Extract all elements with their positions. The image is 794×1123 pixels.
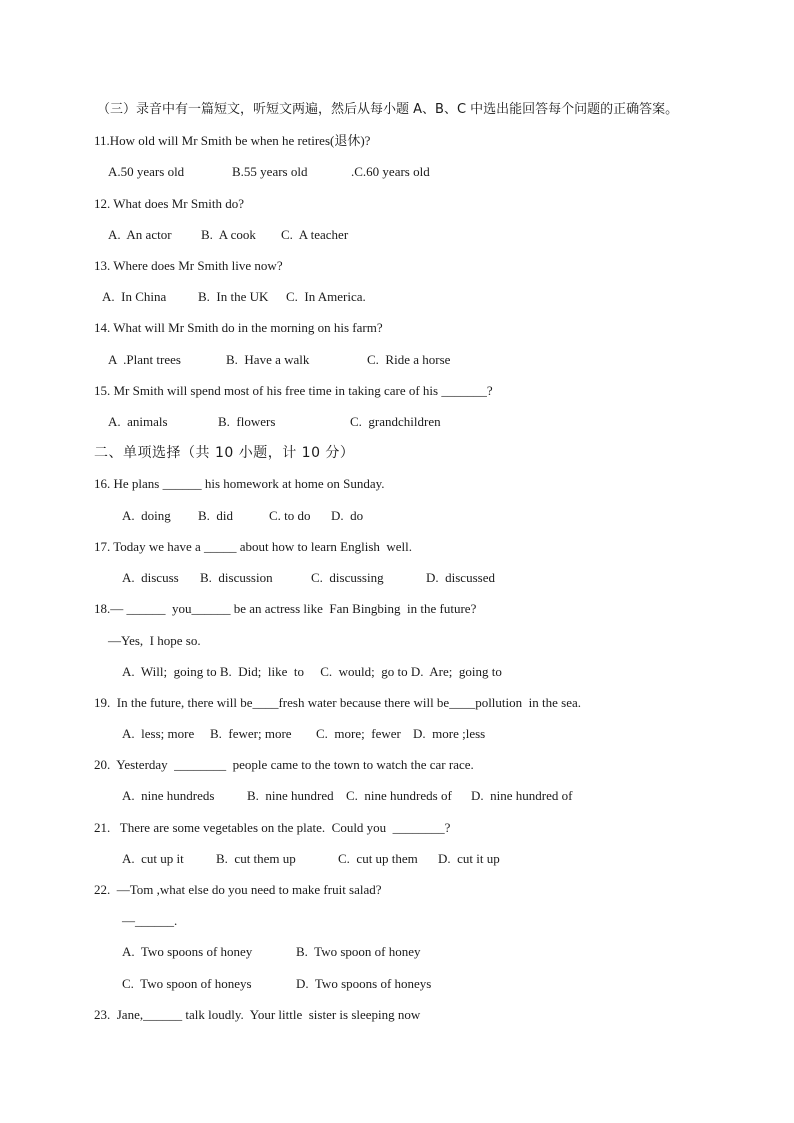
question-13: 13. Where does Mr Smith live now? bbox=[94, 258, 283, 273]
question-17: 17. Today we have a _____ about how to learn English well. bbox=[94, 539, 413, 554]
q18-options: A. Will; going to B. Did; like to C. would; go to D. Are; going to bbox=[122, 664, 502, 679]
question-20: 20. Yesterday ________ people came to the town to watch the car race. bbox=[94, 757, 474, 772]
q13-option-b: B. In the UK bbox=[198, 289, 269, 304]
q22-option-c: C. Two spoon of honeys bbox=[122, 976, 252, 991]
question-22: 22. —Tom ,what else do you need to make fruit salad? bbox=[94, 882, 382, 897]
q21-option-b: B. cut them up bbox=[216, 851, 296, 866]
q16-option-b: B. did bbox=[198, 508, 234, 523]
q17-option-a: A. discuss bbox=[122, 570, 179, 585]
question-23: 23. Jane,______ talk loudly. Your little sister is sleeping now bbox=[94, 1007, 421, 1022]
question-18: 18.— ______ you______ be an actress like Fan Bingbing in the future? bbox=[94, 601, 477, 616]
question-11: 11.How old will Mr Smith be when he retires(退休)? bbox=[94, 133, 371, 148]
q21-option-d: D. cut it up bbox=[438, 851, 500, 866]
question-16: 16. He plans ______ his homework at home on Sunday. bbox=[94, 476, 385, 491]
q15-option-a: A. animals bbox=[108, 414, 168, 429]
q11-option-b: B.55 years old bbox=[232, 164, 308, 179]
q20-option-a: A. nine hundreds bbox=[122, 788, 215, 803]
q14-option-b: B. Have a walk bbox=[226, 352, 310, 367]
q11-option-c: .C.60 years old bbox=[351, 164, 430, 179]
q20-option-c: C. nine hundreds of bbox=[346, 788, 452, 803]
q19-option-d: D. more ;less bbox=[413, 726, 486, 741]
q13-option-c: C. In America. bbox=[286, 289, 366, 304]
q22-option-a: A. Two spoons of honey bbox=[122, 944, 253, 959]
q17-option-b: B. discussion bbox=[200, 570, 273, 585]
q22-option-d: D. Two spoons of honeys bbox=[296, 976, 432, 991]
q19-option-c: C. more; fewer bbox=[316, 726, 401, 741]
q22-reply: —______. bbox=[122, 913, 178, 928]
question-19: 19. In the future, there will be____fresh water because there will be____pollution in the sea. bbox=[94, 695, 581, 710]
q19-option-b: B. fewer; more bbox=[210, 726, 292, 741]
section3-instruction: （三）录音中有一篇短文，听短文两遍，然后从每小题 A、B、C 中选出能回答每个问题的正确答案。 bbox=[97, 102, 679, 117]
q14-option-a: A .Plant trees bbox=[108, 352, 181, 367]
q20-option-d: D. nine hundred of bbox=[471, 788, 573, 803]
question-15: 15. Mr Smith will spend most of his free time in taking care of his _______? bbox=[94, 383, 493, 398]
q22-option-b: B. Two spoon of honey bbox=[296, 944, 421, 959]
q12-option-b: B. A cook bbox=[201, 227, 256, 242]
q18-reply: —Yes, I hope so. bbox=[108, 633, 201, 648]
q16-option-c: C. to do bbox=[269, 508, 311, 523]
question-21: 21. There are some vegetables on the plate. Could you ________? bbox=[94, 820, 451, 835]
q21-option-c: C. cut up them bbox=[338, 851, 418, 866]
q11-option-a: A.50 years old bbox=[108, 164, 185, 179]
q17-option-c: C. discussing bbox=[311, 570, 384, 585]
q16-option-d: D. do bbox=[331, 508, 364, 523]
q20-option-b: B. nine hundred bbox=[247, 788, 334, 803]
q15-option-c: C. grandchildren bbox=[350, 414, 441, 429]
q17-option-d: D. discussed bbox=[426, 570, 495, 585]
question-14: 14. What will Mr Smith do in the morning on his farm? bbox=[94, 320, 383, 335]
question-12: 12. What does Mr Smith do? bbox=[94, 196, 244, 211]
q19-option-a: A. less; more bbox=[122, 726, 195, 741]
q12-option-c: C. A teacher bbox=[281, 227, 349, 242]
section2-heading: 二、单项选择（共 10 小题，计 10 分） bbox=[94, 445, 355, 461]
q21-option-a: A. cut up it bbox=[122, 851, 184, 866]
q15-option-b: B. flowers bbox=[218, 414, 276, 429]
q13-option-a: A. In China bbox=[102, 289, 167, 304]
q14-option-c: C. Ride a horse bbox=[367, 352, 451, 367]
q12-option-a: A. An actor bbox=[108, 227, 172, 242]
q16-option-a: A. doing bbox=[122, 508, 171, 523]
